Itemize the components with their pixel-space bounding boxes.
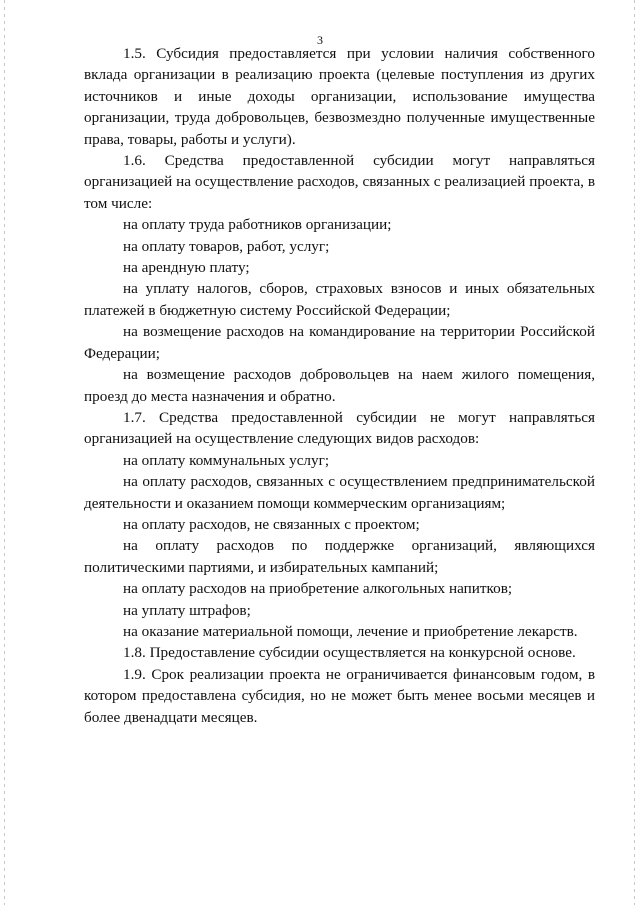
paragraph-1-6: 1.6. Средства предоставленной субсидии могут направляться организацией на осуществление расходов, связанных с реализацией проекта, в том числе: — [84, 152, 595, 212]
list-item-forbidden-4: на оплату расходов по поддержке организаций, являющихся политическими партиями, и избирательных кампаний; — [84, 537, 595, 576]
list-item-forbidden-5: на оплату расходов на приобретение алкогольных напитков; — [123, 580, 513, 598]
list-item-allowed-1: на оплату труда работников организации; — [123, 216, 392, 234]
paragraph-1-8: 1.8. Предоставление субсидии осуществляется на конкурсной основе. — [123, 644, 576, 662]
list-item-forbidden-3: на оплату расходов, не связанных с проектом; — [123, 515, 420, 533]
list-item-allowed-5: на возмещение расходов на командирование на территории Российской Федерации; — [84, 323, 595, 362]
page-number: 3 — [317, 33, 323, 47]
paragraph-1-7: 1.7. Средства предоставленной субсидии не могут направляться организацией на осуществление следующих видов расходов: — [84, 408, 595, 448]
list-item-allowed-6: на возмещение расходов добровольцев на наем жилого помещения, проезд до места назначения и обратно. — [84, 366, 595, 405]
scan-edge-left — [4, 0, 5, 905]
paragraph-1-9: 1.9. Срок реализации проекта не ограничивается финансовым годом, в котором предоставлена субсидия, но не может быть менее восьми месяцев и более двенадцати месяцев. — [84, 665, 595, 726]
document-body — [84, 43, 595, 728]
list-item-allowed-3: на арендную плату; — [123, 259, 250, 277]
list-item-forbidden-6: на уплату штрафов; — [123, 601, 251, 619]
list-item-allowed-2: на оплату товаров, работ, услуг; — [123, 237, 330, 255]
list-item-forbidden-1: на оплату коммунальных услуг; — [123, 451, 330, 469]
list-item-allowed-4: на уплату налогов, сборов, страховых взносов и иных обязательных платежей в бюджетную систему Российской Федерации; — [84, 280, 595, 319]
list-item-forbidden-7: на оказание материальной помощи, лечение и приобретение лекарств. — [123, 622, 578, 640]
list-item-forbidden-2: на оплату расходов, связанных с осуществлением предпринимательской деятельности и оказанием помощи коммерческим организациям; — [84, 473, 595, 512]
scan-edge-right — [634, 0, 635, 905]
paragraph-1-5: 1.5. Субсидия предоставляется при условии наличия собственного вклада организации в реализацию проекта (целевые поступления из других источников и иные доходы организации, использование имущества организации, труда добровольцев, безвозмездно полученные имущественные права, товары, работы и услуги). — [84, 45, 595, 148]
